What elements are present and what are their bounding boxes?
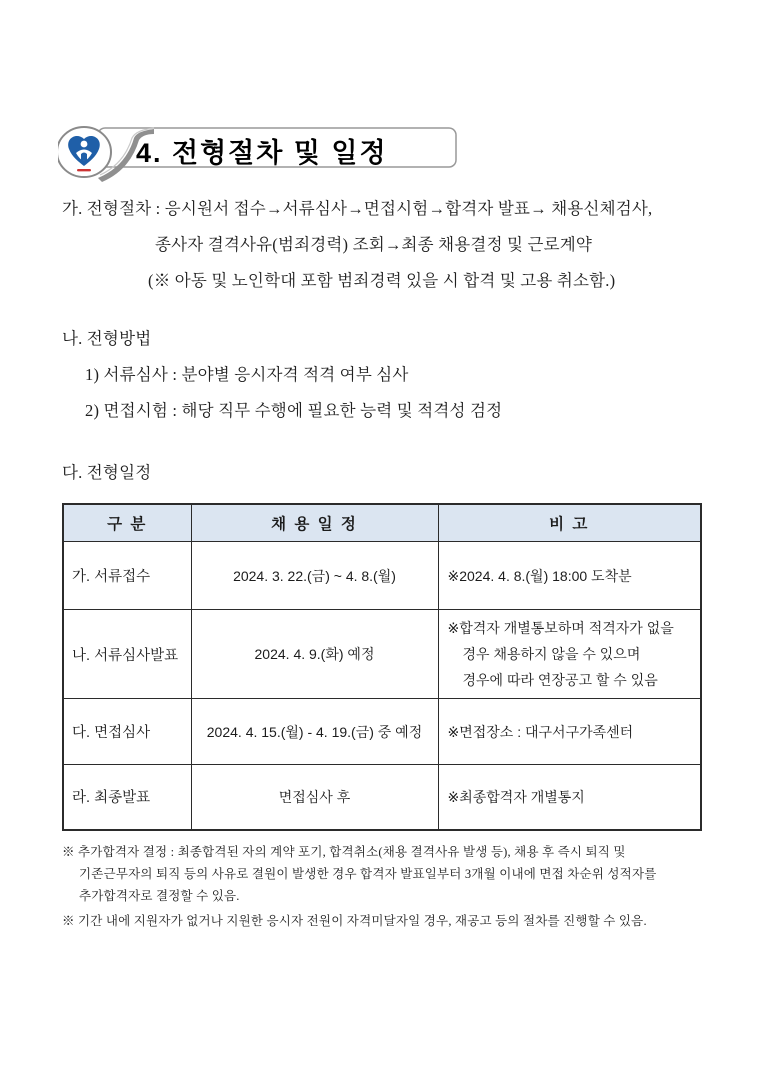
footnote-1-line-1: ※ 추가합격자 결정 : 최종합격된 자의 계약 포기, 합격취소(채용 결격사유 발생 등), 채용 후 즉시 퇴직 및: [62, 845, 626, 859]
table-row: [63, 765, 701, 830]
table-row: [63, 542, 701, 610]
procedure-line-1: 가. 전형절차 : 응시원서 접수→서류심사→면접시험→합격자 발표→ 채용신체검사,: [62, 199, 653, 218]
row3-note: ※면접장소 : 대구서구가족센터: [438, 699, 701, 765]
method-item-1: 1) 서류심사 : 분야별 응시자격 적격 여부 심사: [85, 365, 409, 384]
row3-schedule: 2024. 4. 15.(월) - 4. 19.(금) 중 예정: [191, 699, 438, 765]
schedule-table: [62, 503, 702, 831]
footnote-1-line-2: 기존근무자의 퇴직 등의 사유로 결원이 발생한 경우 합격자 발표일부터 3개월 이내에 면접 차순위 성적자를: [79, 867, 657, 881]
row2-note-line-3: 경우에 따라 연장공고 할 수 있음: [462, 672, 658, 688]
method-title: 나. 전형방법: [62, 329, 152, 348]
footnote-1-line-3: 추가합격자로 결정할 수 있음.: [79, 889, 240, 903]
row1-category: 가. 서류접수: [63, 542, 191, 610]
section-procedure: [62, 191, 652, 299]
col-header-category: 구 분: [63, 504, 191, 542]
schedule-title: 다. 전형일정: [62, 463, 152, 482]
row1-schedule: 2024. 3. 22.(금) ~ 4. 8.(월): [191, 542, 438, 610]
procedure-line-3: (※ 아동 및 노인학대 포함 범죄경력 있을 시 합격 및 고용 취소함.): [148, 271, 616, 290]
col-header-note: 비 고: [438, 504, 701, 542]
page-title: 4. 전형절차 및 일정: [136, 138, 388, 168]
row4-schedule: 면접심사 후: [191, 765, 438, 830]
section-banner: [58, 124, 478, 184]
col-header-schedule: 채 용 일 정: [191, 504, 438, 542]
footnotes: [62, 841, 657, 932]
section-schedule: [62, 455, 151, 491]
table-row: [63, 610, 701, 699]
row2-category: 나. 서류심사발표: [63, 610, 191, 699]
row4-category: 라. 최종발표: [63, 765, 191, 830]
logo-red-text-mark: [77, 169, 91, 171]
row3-category: 다. 면접심사: [63, 699, 191, 765]
row4-note: ※최종합격자 개별통지: [438, 765, 701, 830]
row1-note: ※2024. 4. 8.(월) 18:00 도착분: [438, 542, 701, 610]
table-row: [63, 699, 701, 765]
procedure-line-2: 종사자 결격사유(범죄경력) 조회→최종 채용결정 및 근로계약: [155, 235, 593, 254]
row2-schedule: 2024. 4. 9.(화) 예정: [191, 610, 438, 699]
method-item-2: 2) 면접시험 : 해당 직무 수행에 필요한 능력 및 적격성 검정: [85, 401, 503, 420]
table-header-row: [63, 504, 701, 542]
section-method: [62, 321, 502, 429]
row2-note: [438, 610, 701, 699]
row2-note-line-2: 경우 채용하지 않을 수 있으며: [462, 646, 641, 662]
row2-note-line-1: ※합격자 개별통보하며 적격자가 없을: [447, 620, 674, 636]
footnote-2: ※ 기간 내에 지원자가 없거나 지원한 응시자 전원이 자격미달자일 경우, 재공고 등의 절차를 진행할 수 있음.: [62, 914, 647, 928]
